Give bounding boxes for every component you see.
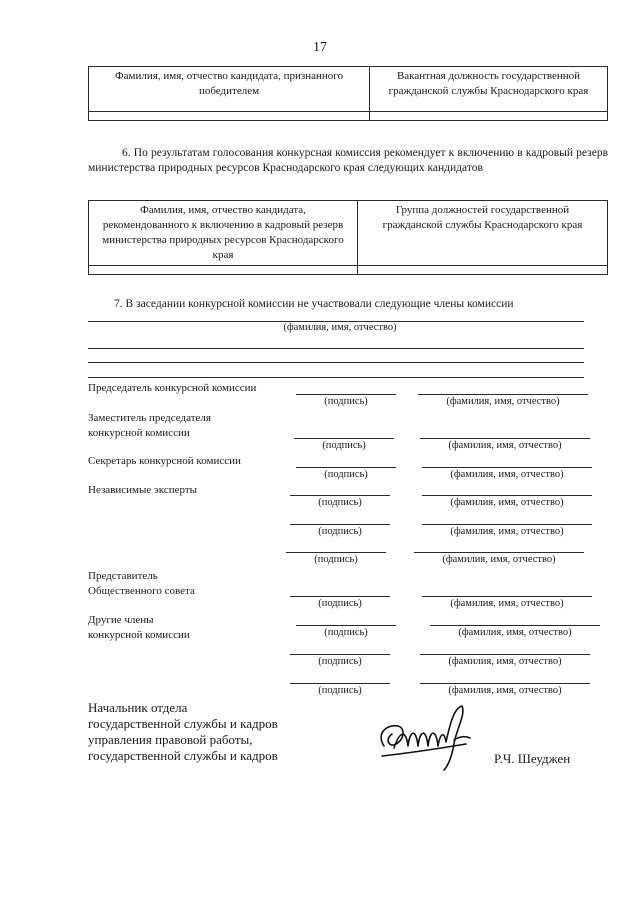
signature-line bbox=[296, 467, 396, 468]
signatory-position bbox=[88, 700, 348, 764]
signature-line bbox=[290, 654, 390, 655]
signatory-line2: государственной службы и кадров bbox=[88, 716, 278, 731]
signature-line bbox=[290, 683, 390, 684]
name-line bbox=[430, 625, 600, 626]
name-line bbox=[420, 683, 590, 684]
name-line bbox=[418, 394, 588, 395]
name-line bbox=[422, 596, 592, 597]
role-deputy-line2: конкурсной комиссии bbox=[88, 427, 190, 439]
signature-line bbox=[286, 552, 386, 553]
winner-table-header-name: Фамилия, имя, отчество кандидата, признанного победителем bbox=[89, 67, 370, 112]
name-line bbox=[414, 552, 584, 553]
name-line bbox=[422, 524, 592, 525]
reserve-table-header-name: Фамилия, имя, отчество кандидата, рекомендованного к включению в кадровый резерв министерства природных ресурсов Краснодарского края bbox=[89, 201, 358, 266]
name-line bbox=[422, 495, 592, 496]
handwritten-signature bbox=[370, 700, 480, 780]
signature-line bbox=[290, 495, 390, 496]
winner-table-header-position: Вакантная должность государственной гражданской службы Краснодарского края bbox=[370, 67, 608, 112]
signature-caption: (подпись) bbox=[318, 656, 362, 667]
signatory-line3: управления правовой работы, bbox=[88, 732, 253, 747]
paragraph-7: 7. В заседании конкурсной комиссии не участвовали следующие члены комиссии bbox=[114, 298, 514, 310]
name-caption: (фамилия, имя, отчество) bbox=[450, 526, 564, 537]
winner-table-empty-cell bbox=[370, 112, 608, 121]
role-public-council bbox=[88, 569, 195, 599]
name-line bbox=[420, 654, 590, 655]
reserve-table-empty-cell bbox=[358, 266, 608, 275]
reserve-table-empty-cell bbox=[89, 266, 358, 275]
signature-line bbox=[296, 394, 396, 395]
signature-caption: (подпись) bbox=[318, 497, 362, 508]
signatory-name: Р.Ч. Шеуджен bbox=[494, 751, 571, 766]
name-line bbox=[422, 467, 592, 468]
name-line bbox=[420, 438, 590, 439]
signature-caption: (подпись) bbox=[318, 598, 362, 609]
name-caption: (фамилия, имя, отчество) bbox=[450, 469, 564, 480]
signature-caption: (подпись) bbox=[322, 440, 366, 451]
role-deputy-line1: Заместитель председателя bbox=[88, 412, 211, 424]
name-caption: (фамилия, имя, отчество) bbox=[450, 497, 564, 508]
name-caption: (фамилия, имя, отчество) bbox=[448, 685, 562, 696]
signature-line bbox=[294, 438, 394, 439]
page-number: 17 bbox=[313, 40, 327, 55]
fio-caption: (фамилия, имя, отчество) bbox=[283, 322, 397, 333]
name-caption: (фамилия, имя, отчество) bbox=[446, 396, 560, 407]
name-caption: (фамилия, имя, отчество) bbox=[442, 554, 556, 565]
name-caption: (фамилия, имя, отчество) bbox=[450, 598, 564, 609]
role-other-members bbox=[88, 613, 190, 643]
role-chairman: Председатель конкурсной комиссии bbox=[88, 382, 257, 394]
signature-caption: (подпись) bbox=[324, 469, 368, 480]
signature-caption: (подпись) bbox=[324, 627, 368, 638]
name-caption: (фамилия, имя, отчество) bbox=[448, 656, 562, 667]
absent-member-line bbox=[88, 362, 584, 363]
reserve-table-header-group: Группа должностей государственной гражданской службы Краснодарского края bbox=[358, 201, 608, 266]
reserve-table bbox=[88, 200, 608, 275]
role-secretary: Секретарь конкурсной комиссии bbox=[88, 455, 241, 467]
signature-caption: (подпись) bbox=[324, 396, 368, 407]
signature-caption: (подпись) bbox=[318, 526, 362, 537]
signature-caption: (подпись) bbox=[314, 554, 358, 565]
role-others-line2: конкурсной комиссии bbox=[88, 629, 190, 641]
role-public-line2: Общественного совета bbox=[88, 585, 195, 597]
role-public-line1: Представитель bbox=[88, 570, 158, 582]
role-others-line1: Другие члены bbox=[88, 614, 154, 626]
name-caption: (фамилия, имя, отчество) bbox=[458, 627, 572, 638]
signature-line bbox=[290, 524, 390, 525]
signature-line bbox=[290, 596, 390, 597]
role-experts: Независимые эксперты bbox=[88, 484, 198, 496]
signature-line bbox=[296, 625, 396, 626]
paragraph-6: 6. По результатам голосования конкурсная комиссия рекомендует к включению в кадровый резерв министерства природных ресурсов Краснодарского края следующих кандидатов bbox=[88, 147, 608, 174]
name-caption: (фамилия, имя, отчество) bbox=[448, 440, 562, 451]
absent-member-line bbox=[88, 377, 584, 378]
signatory-line1: Начальник отдела bbox=[88, 700, 188, 715]
absent-member-line bbox=[88, 348, 584, 349]
signature-caption: (подпись) bbox=[318, 685, 362, 696]
winner-table bbox=[88, 66, 608, 121]
role-deputy bbox=[88, 411, 211, 441]
signatory-line4: государственной службы и кадров bbox=[88, 748, 278, 763]
winner-table-empty-cell bbox=[89, 112, 370, 121]
